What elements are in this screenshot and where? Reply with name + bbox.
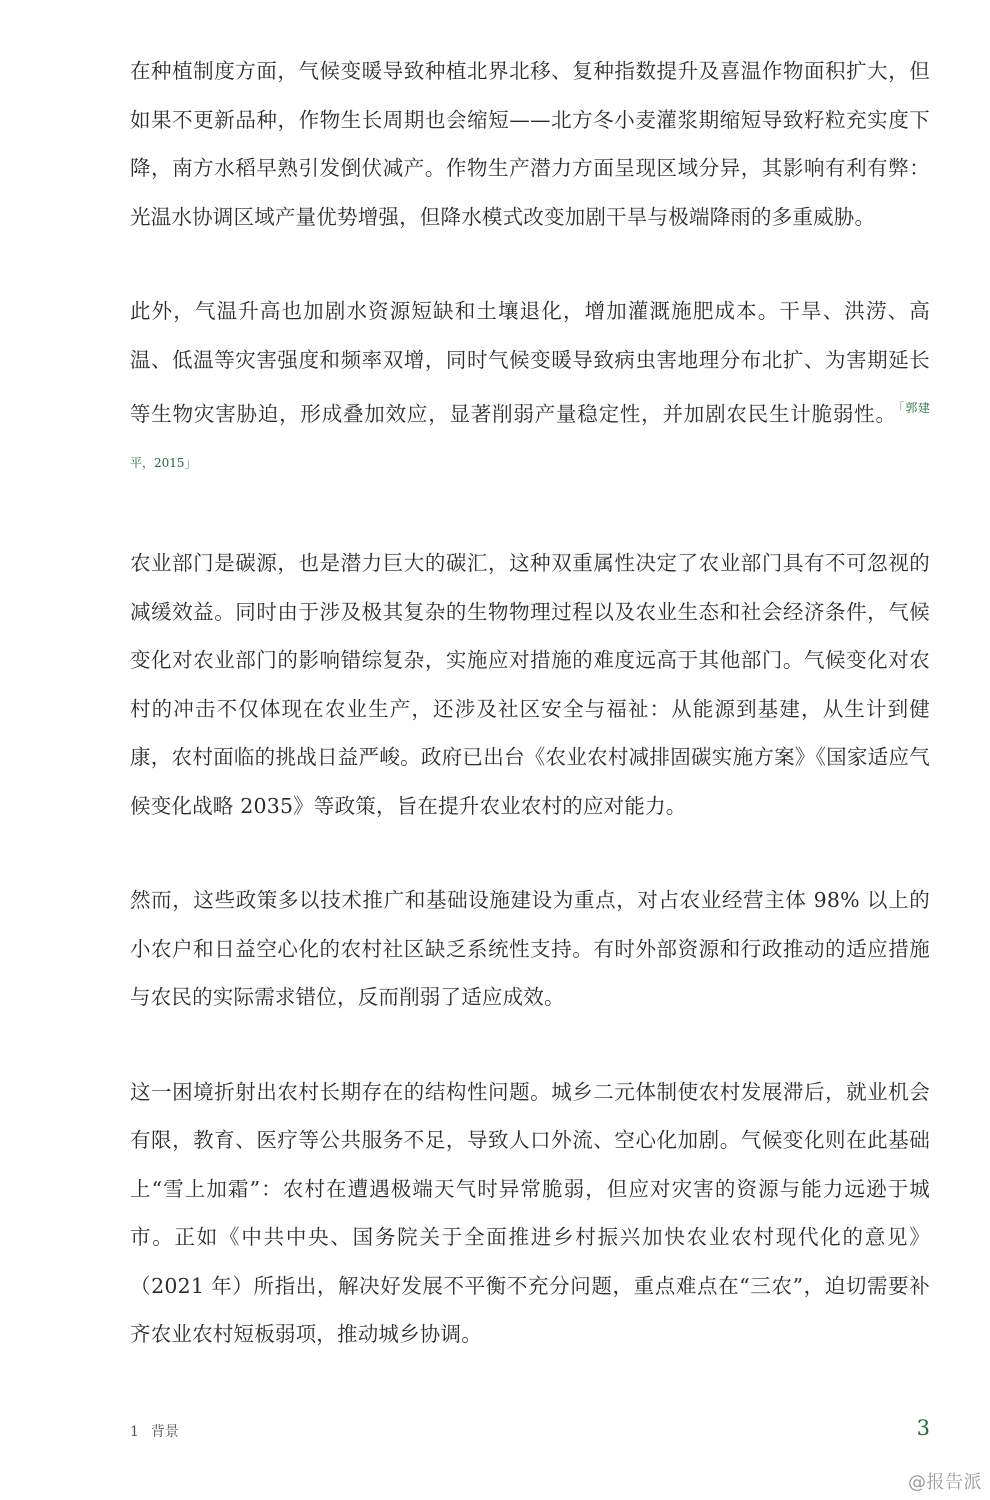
paragraph-3-text: 农业部门是碳源，也是潜力巨大的碳汇，这种双重属性决定了农业部门具有不可忽视的减缓效益。同时由于涉及极其复杂的生物物理过程以及农业生态和社会经济条件，气候变化对农业部门的影响错综复杂，实施应对措施的难度远高于其他部门。气候变化对农村的冲击不仅体现在农业生产，还涉及社区安全与福祉：从能源到基建，从生计到健康，农村面临的挑战日益严峻。政府已出台《农业农村减排固碳实施方案》《国家适应气候变化战略 2035》等政策，旨在提升农业农村的应对能力。 (130, 551, 930, 818)
paragraph-4-text: 然而，这些政策多以技术推广和基础设施建设为重点，对占农业经营主体 98% 以上的小农户和日益空心化的农村社区缺乏系统性支持。有时外部资源和行政推动的适应措施与农民的实际需求错位，反而削弱了适应成效。 (130, 888, 930, 1009)
document-body (130, 47, 930, 1405)
paragraph-2-text: 此外，气温升高也加剧水资源短缺和土壤退化，增加灌溉施肥成本。干旱、洪涝、高温、低温等灾害强度和频率双增，同时气候变暖导致病虫害地理分布北扩、为害期延长等生物灾害胁迫，形成叠加效应，显著削弱产量稳定性，并加剧农民生计脆弱性。 (130, 299, 930, 426)
watermark: @报告派 (908, 1472, 982, 1493)
paragraph-5 (130, 1068, 930, 1359)
footer-section-title: 背景 (150, 1424, 179, 1440)
paragraph-1-text: 在种植制度方面，气候变暖导致种植北界北移、复种指数提升及喜温作物面积扩大，但如果不更新品种，作物生长周期也会缩短——北方冬小麦灌浆期缩短导致籽粒充实度下降，南方水稻早熟引发倒伏减产。作物生产潜力方面呈现区域分异，其影响有利有弊：光温水协调区域产量优势增强，但降水模式改变加剧干旱与极端降雨的多重威胁。 (130, 59, 930, 229)
footer-section-label (130, 1421, 179, 1441)
page-number: 3 (916, 1416, 930, 1440)
footer-section-number: 1 (130, 1424, 139, 1440)
paragraph-2 (130, 287, 930, 493)
paragraph-1 (130, 47, 930, 241)
paragraph-4 (130, 876, 930, 1022)
paragraph-3 (130, 539, 930, 830)
paragraph-5-text: 这一困境折射出农村长期存在的结构性问题。城乡二元体制使农村发展滞后，就业机会有限，教育、医疗等公共服务不足，导致人口外流、空心化加剧。气候变化则在此基础上“雪上加霜”：农村在遭遇极端天气时异常脆弱，但应对灾害的资源与能力远逊于城市。正如《中共中央、国务院关于全面推进乡村振兴加快农业农村现代化的意见》（2021 年）所指出，解决好发展不平衡不充分问题，重点难点在“三农”，迫切需要补齐农业农村短板弱项，推动城乡协调。 (130, 1079, 930, 1346)
citation-reference: 「郭建平，2015」 (130, 401, 930, 470)
